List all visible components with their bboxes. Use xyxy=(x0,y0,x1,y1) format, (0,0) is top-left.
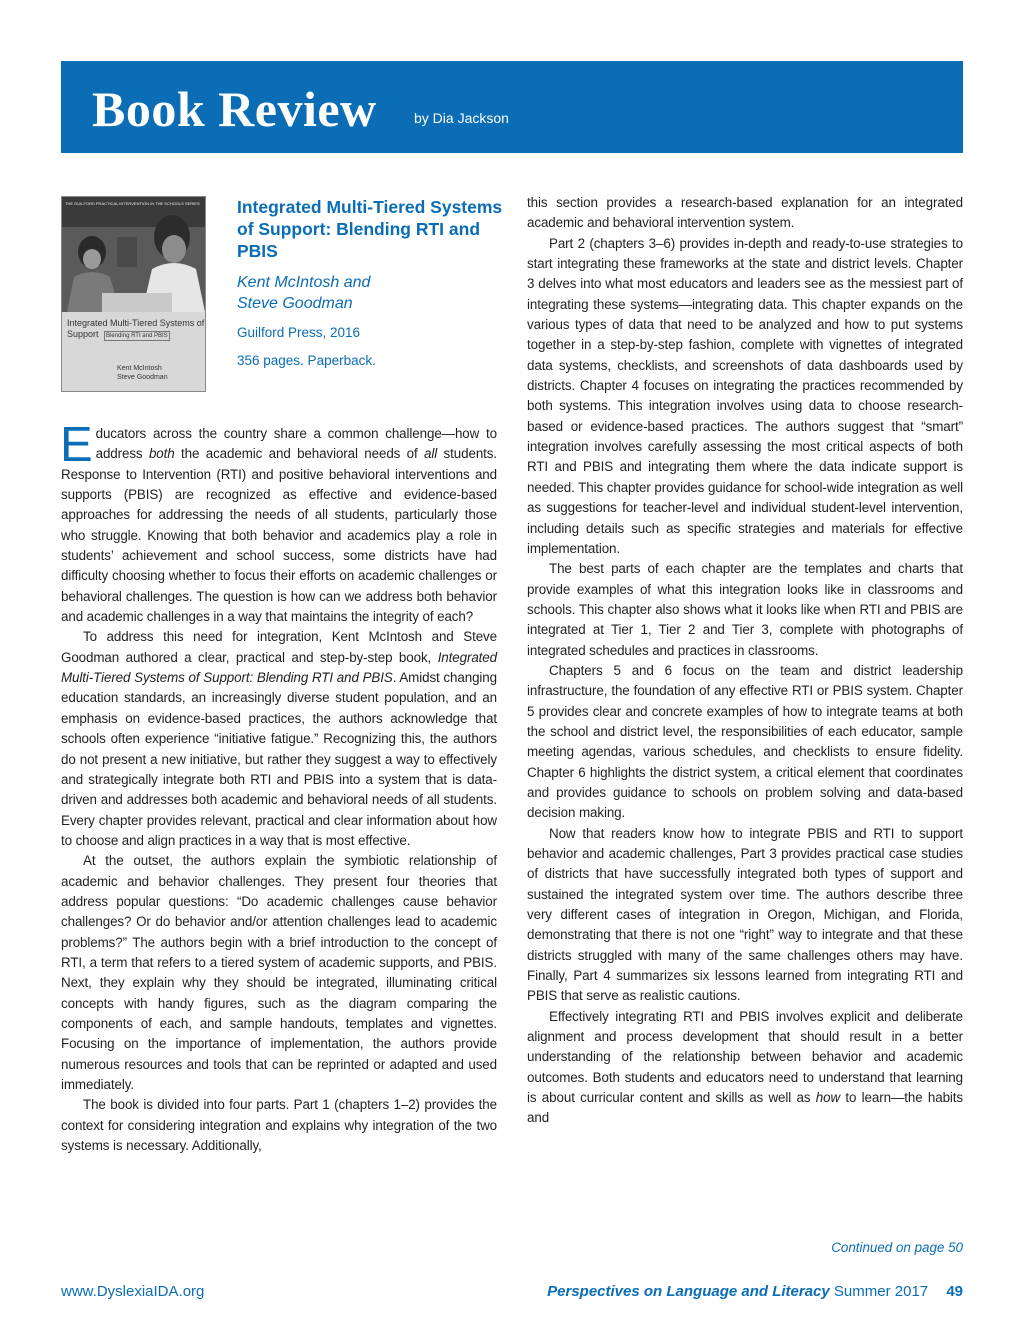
paragraph: this section provides a research-based explanation for an integrated academic and behavioral intervention system. xyxy=(527,195,963,231)
paragraph: The book is divided into four parts. Part 1 (chapters 1–2) provides the context for considering integration and explains why integration of the two systems is necessary. Additionally, xyxy=(61,1097,497,1154)
emphasis-text: how xyxy=(815,1090,841,1106)
paragraph: Now that readers know how to integrate PBIS and RTI to support behavior and academic challenges, Part 3 provides practical case studies of districts that have successfully integrated both types of support and sustained the integrated system over time. The authors describe three very different cases of integration in Oregon, Michigan, and Florida, demonstrating that there is not one “right” way to integrate and that these districts struggled with many of the same challenges others may have. Finally, Part 4 summarizes six lessons learned from integrating RTI and PBIS that serve as realistic cautions. xyxy=(527,825,963,1004)
cover-subtitle: Blending RTI and PBIS xyxy=(106,333,168,339)
footer-issue: Summer 2017 xyxy=(833,1283,929,1300)
cover-author-2: Steve Goodman xyxy=(117,374,168,381)
book-pages: 356 pages. Paperback. xyxy=(237,353,376,368)
paragraph: At the outset, the authors explain the symbiotic relationship of academic and behavior challenges. They present four theories that address popular questions: “Do academic challenges cause behavior challenges? Or do behavior and/or attention challenges lead to academic problems?” The authors begin with a brief introduction to the concept of RTI, a term that refers to a tiered system of academic supports, and PBIS. Next, they explain why they should be integrated, illuminating critical concepts with handy figures, such as the diagram comparing the components of each, and sample handouts, templates and vignettes. Focusing on the importance of implementation, the authors provide numerous resources and tools that can be reprinted or adapted and used immediately. xyxy=(61,853,497,1092)
page-title: Book Review xyxy=(92,81,377,137)
paragraph: Part 2 (chapters 3–6) provides in-depth and ready-to-use strategies to start integrating these frameworks at the state and district levels. Chapter 3 delves into what most educators and leaders see as the messiest part of integrating these systems—integrating data. This chapter expands on the various types of data that need to be analyzed and how to put systems together in a step-by-step fashion, complete with vignettes of integrated data systems, checklists, and screenshots of data dashboards used by districts. Chapter 4 focuses on integrating the practices recommended by both systems. This integration involves using data to choose research-based or evidence-based practices. The authors suggest that “smart” integration involves carefully assessing the most critical aspects of both RTI and PBIS and integrating them where the data indicate support is needed. This chapter provides guidance for school-wide integration as well as suggestions for teacher-level and individual student-level intervention, including details such as specific strategies and materials for effective implementation. xyxy=(527,235,963,556)
paragraph-text: ducators across the country share a common challenge—how to address xyxy=(95,426,497,462)
footer-website-link[interactable]: www.DyslexiaIDA.org xyxy=(61,1283,205,1300)
article-column-left xyxy=(60,418,498,1156)
paragraph-text: students. Response to Intervention (RTI) and positive behavioral interventions and supports (PBIS) are recognized as effective and evidence-based approaches for addressing the needs of all students, particularly those who struggle. Knowing that both behavior and academics play a role in students’ achievement and school success, some districts have had difficulty choosing whether to focus their efforts on academic challenges or behavioral challenges. The question is how can we address both behavior and academic challenges in a way that maintains the integrity of each? xyxy=(61,446,498,625)
byline: by Dia Jackson xyxy=(414,110,509,126)
cover-series-text: THE GUILFORD PRACTICAL INTERVENTION IN THE SCHOOLS SERIES xyxy=(65,201,200,206)
cover-photo-illustration xyxy=(62,197,205,312)
paragraph xyxy=(527,1007,963,1129)
continued-link[interactable]: Continued on page 50 xyxy=(831,1240,963,1255)
book-authors xyxy=(237,272,507,314)
cover-photo xyxy=(62,197,205,312)
paragraph-text: . Amidst changing education standards, an increasingly diverse student population, and an emphasis on evidence-based practices, the authors acknowledge that schools often experience “initiative fatigue.” Recognizing this, the authors do not present a new initiative, but rather they suggest a way to effectively and strategically integrate both RTI and PBIS into a system that is data-driven and addresses both academic and behavioral needs of all students. Every chapter provides relevant, practical and clear information about how to choose and align practices in a way that is most effective. xyxy=(61,670,497,848)
header-banner xyxy=(61,61,963,153)
book-title-citation: Integrated Multi-Tiered Systems of Support: Blending RTI and PBIS xyxy=(61,649,497,686)
paragraph xyxy=(60,418,498,627)
book-authors-line2: Steve Goodman xyxy=(237,295,353,312)
paragraph xyxy=(61,627,497,851)
paragraph-text: Effectively integrating RTI and PBIS involves explicit and deliberate alignment and process development that should result in a better understanding of the relationship between behavior and academic outcomes. Both students and educators need to understand that learning is about curricular content and skills as well as xyxy=(527,1008,963,1106)
paragraph: Chapters 5 and 6 focus on the team and district leadership infrastructure, the foundation of any effective RTI or PBIS system. Chapter 5 provides clear and concrete examples of how to integrate teams at both the school and district level, the responsibilities of each educator, sample meeting agendas, various schedules, and checklists to ensure fidelity. Chapter 6 highlights the district system, a critical element that coordinates and provides guidance to schools on problem solving and data-based decision making. xyxy=(527,662,963,821)
cover-title-text: Integrated Multi-Tiered Systems of Support xyxy=(67,318,205,339)
emphasis-text: all xyxy=(424,446,438,462)
cover-author-1: Kent McIntosh xyxy=(117,365,162,372)
emphasis-text: both xyxy=(148,446,175,462)
article-column-right xyxy=(527,193,963,1129)
footer-journal: Perspectives on Language and Literacy xyxy=(547,1283,830,1300)
paragraph-text: the academic and behavioral needs of xyxy=(174,446,425,462)
cover-title xyxy=(67,318,205,341)
page-number: 49 xyxy=(946,1283,963,1300)
book-title: Integrated Multi-Tiered Systems of Support: Blending RTI and PBIS xyxy=(237,197,503,261)
drop-cap: E xyxy=(60,418,93,472)
paragraph-text: to learn—the habits and xyxy=(527,1090,964,1126)
book-authors-line1: Kent McIntosh and xyxy=(237,274,371,291)
footer-publication xyxy=(547,1282,963,1302)
paragraph-text: To address this need for integration, Kent McIntosh and Steve Goodman authored a clear, practical and step-by-step book, xyxy=(61,629,497,665)
book-info xyxy=(237,196,507,369)
paragraph: The best parts of each chapter are the templates and charts that provide examples of what this integration looks like in classrooms and schools. This chapter also shows what it looks like when RTI and PBIS are integrated at Tier 1, Tier 2 and Tier 3, complete with photographs of integrated schedules and practices in classrooms. xyxy=(527,561,963,658)
book-cover-image xyxy=(61,196,206,392)
book-publisher: Guilford Press, 2016 xyxy=(237,325,361,340)
